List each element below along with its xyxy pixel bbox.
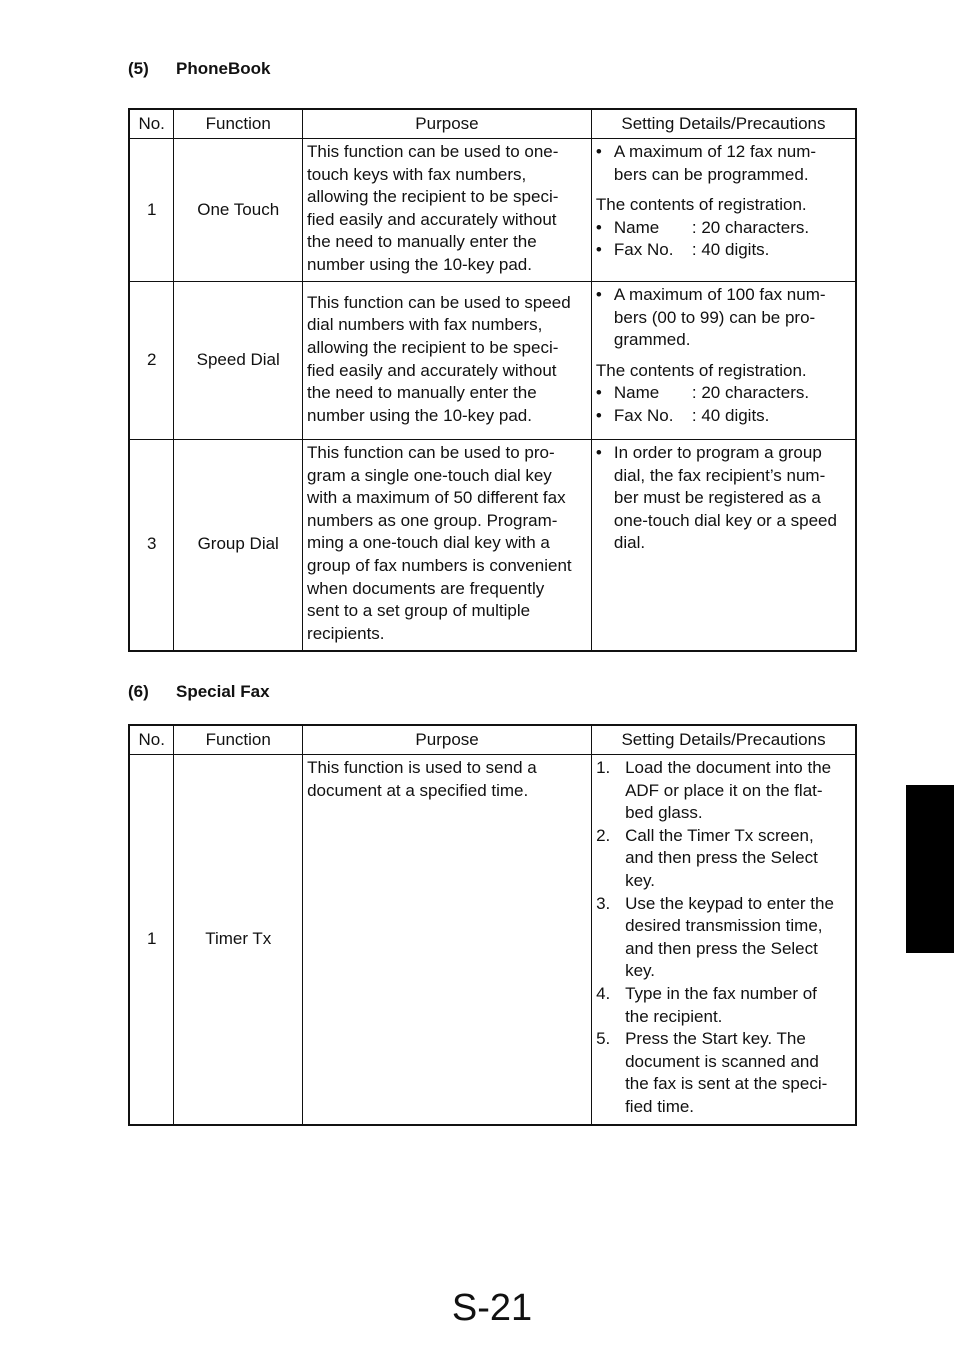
step-number: 3. — [596, 893, 611, 913]
fax-limit — [596, 405, 851, 428]
table-row — [129, 139, 856, 282]
header-details: Setting Details/Precautions — [591, 109, 856, 139]
fax-key: Fax No. — [613, 405, 674, 425]
section-heading-special-fax — [128, 682, 270, 702]
step-number: 1. — [596, 758, 611, 777]
name-limit — [596, 217, 851, 240]
header-purpose: Purpose — [303, 725, 592, 755]
bullet-glyph: • — [595, 217, 602, 237]
header-details: Setting Details/Precautions — [592, 725, 856, 755]
table-row — [129, 755, 856, 1125]
header-function: Function — [174, 109, 303, 139]
purpose-line: fied easily and accurately without — [307, 360, 557, 380]
purpose-line: group of fax numbers is convenient — [307, 555, 572, 575]
step-line: Call the Timer Tx screen, — [625, 825, 814, 845]
bullet-item — [596, 141, 851, 186]
step-item — [596, 757, 851, 825]
row-function: One Touch — [174, 139, 303, 282]
purpose-line: This function can be used to speed — [307, 292, 571, 312]
table-row — [129, 440, 856, 651]
step-number: 2. — [596, 825, 611, 845]
step-item — [596, 983, 851, 1028]
name-value: : 20 characters. — [691, 217, 810, 237]
step-line: desired transmission time, — [625, 916, 823, 936]
purpose-line: touch keys with fax numbers, — [307, 164, 527, 184]
purpose-line: document at a specified time. — [307, 780, 529, 800]
page-number: S-21 — [451, 1287, 533, 1329]
row-function: Timer Tx — [174, 755, 303, 1125]
purpose-line: allowing the recipient to be speci- — [307, 337, 559, 357]
fax-limit — [596, 239, 851, 262]
purpose-line: when documents are frequently — [307, 578, 545, 598]
table-row — [129, 282, 856, 440]
section-title: PhoneBook — [176, 59, 271, 78]
row-number: 1 — [129, 139, 174, 282]
bullet-line: bers (00 to 99) can be pro- — [613, 307, 816, 327]
row-function: Speed Dial — [174, 282, 303, 440]
purpose-line: This function is used to send a — [307, 758, 537, 777]
step-line: the fax is sent at the speci- — [625, 1074, 828, 1094]
purpose-line: number using the 10-key pad. — [307, 254, 532, 274]
table-header-row — [129, 109, 856, 139]
purpose-line: the need to manually enter the — [307, 383, 537, 403]
step-number: 5. — [596, 1029, 611, 1049]
step-item — [596, 893, 851, 983]
row-details — [591, 139, 856, 282]
purpose-line: allowing the recipient to be speci- — [307, 187, 559, 207]
step-line: key. — [625, 961, 655, 981]
step-line: document is scanned and — [625, 1051, 819, 1071]
bullet-line: dial, the fax recipient’s num- — [613, 465, 826, 485]
row-details — [591, 440, 856, 651]
purpose-line: number using the 10-key pad. — [307, 405, 532, 425]
bullet-line: grammed. — [613, 330, 691, 350]
section-title: Special Fax — [176, 682, 270, 701]
table-header-row — [129, 725, 856, 755]
step-line: ADF or place it on the flat- — [625, 780, 823, 800]
row-purpose — [303, 282, 592, 440]
step-line: Use the keypad to enter the — [625, 893, 834, 913]
purpose-line: the need to manually enter the — [307, 232, 537, 252]
purpose-line: recipients. — [307, 623, 385, 643]
step-line: Load the document into the — [625, 758, 832, 777]
step-item — [596, 1028, 851, 1118]
bullet-item — [596, 442, 851, 555]
step-item — [596, 825, 851, 893]
bullet-glyph: • — [595, 443, 602, 462]
row-details — [591, 282, 856, 440]
row-number: 1 — [129, 755, 174, 1125]
bullet-glyph: • — [595, 142, 602, 161]
purpose-line: dial numbers with fax numbers, — [307, 315, 543, 335]
step-number: 4. — [596, 983, 611, 1003]
purpose-line: gram a single one-touch dial key — [307, 465, 552, 485]
bullet-glyph: • — [595, 240, 602, 260]
purpose-line: This function can be used to pro- — [307, 443, 555, 462]
purpose-line: numbers as one group. Program- — [307, 510, 558, 530]
header-no: No. — [129, 725, 174, 755]
step-line: and then press the Select — [625, 938, 818, 958]
fax-value: : 40 digits. — [691, 405, 770, 425]
bullet-glyph: • — [595, 405, 602, 425]
name-limit — [596, 382, 851, 405]
bullet-item — [596, 284, 851, 352]
special-fax-table — [128, 724, 857, 1126]
chapter-tab-marker — [906, 785, 954, 953]
header-no: No. — [129, 109, 174, 139]
bullet-glyph: • — [595, 285, 602, 304]
bullet-line: A maximum of 12 fax num- — [613, 142, 817, 161]
section-number: (6) — [128, 682, 149, 701]
step-line: Type in the fax number of — [625, 983, 817, 1003]
purpose-line: fied easily and accurately without — [307, 209, 557, 229]
contents-label: The contents of registration. — [595, 360, 807, 380]
purpose-line: with a maximum of 50 different fax — [307, 488, 566, 508]
step-line: bed glass. — [625, 803, 703, 823]
row-purpose — [303, 139, 592, 282]
bullet-line: ber must be registered as a — [613, 488, 821, 508]
name-key: Name — [613, 383, 660, 403]
row-purpose — [303, 755, 592, 1125]
step-line: key. — [625, 870, 655, 890]
step-line: fied time. — [625, 1096, 695, 1116]
row-purpose — [303, 440, 592, 651]
purpose-line: ming a one-touch dial key with a — [307, 533, 550, 553]
contents-label: The contents of registration. — [595, 195, 807, 215]
bullet-line: A maximum of 100 fax num- — [613, 285, 826, 304]
bullet-line: one-touch dial key or a speed — [613, 510, 837, 530]
fax-value: : 40 digits. — [691, 240, 770, 260]
header-purpose: Purpose — [303, 109, 592, 139]
bullet-line: In order to program a group — [613, 443, 822, 462]
section-number: (5) — [128, 59, 149, 78]
purpose-line: sent to a set group of multiple — [307, 601, 531, 621]
step-line: the recipient. — [625, 1006, 723, 1026]
fax-key: Fax No. — [613, 240, 674, 260]
name-key: Name — [613, 217, 660, 237]
row-function: Group Dial — [174, 440, 303, 651]
header-function: Function — [174, 725, 303, 755]
row-number: 2 — [129, 282, 174, 440]
section-heading-phonebook — [128, 59, 270, 79]
bullet-line: bers can be programmed. — [613, 164, 809, 184]
step-line: Press the Start key. The — [625, 1029, 806, 1049]
bullet-glyph: • — [595, 383, 602, 403]
step-line: and then press the Select — [625, 848, 818, 868]
row-number: 3 — [129, 440, 174, 651]
name-value: : 20 characters. — [691, 383, 810, 403]
row-details — [592, 755, 856, 1125]
bullet-line: dial. — [613, 533, 646, 553]
purpose-line: This function can be used to one- — [307, 142, 559, 161]
phonebook-table — [128, 108, 857, 652]
